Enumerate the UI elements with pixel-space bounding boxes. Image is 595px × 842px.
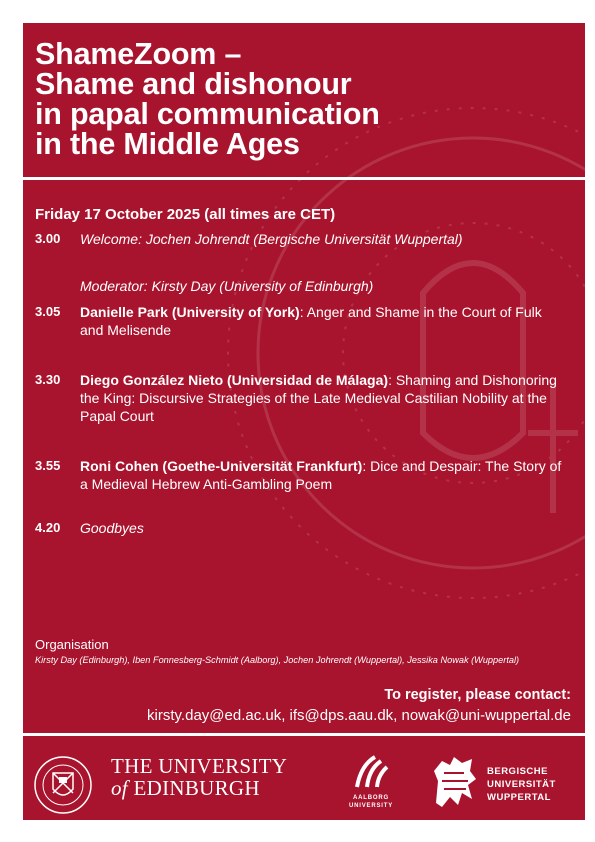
title-line: Shame and dishonour (35, 67, 352, 101)
organisation-heading: Organisation (35, 637, 109, 652)
organisation-names: Kirsty Day (Edinburgh), Iben Fonnesberg-Schmidt (Aalborg), Jochen Johrendt (Wuppertal), Jessika Nowak (Wuppertal) (35, 655, 520, 665)
event-date: Friday 17 October 2025 (all times are CET) (35, 206, 336, 223)
edinburgh-of: of (111, 776, 128, 800)
title-line: ShameZoom – (35, 37, 242, 71)
speaker-name: Roni Cohen (Goethe-Universität Frankfurt) (80, 458, 363, 474)
moderator-text: Moderator: Kirsty Day (University of Edinburgh) (80, 278, 374, 294)
logo-strip (23, 741, 585, 820)
wuppertal-line2: UNIVERSITÄT (487, 779, 556, 790)
programme-time: 3.55 (35, 458, 61, 473)
programme-text: Welcome: Jochen Johrendt (Bergische Universität Wuppertal) (80, 231, 463, 247)
edinburgh-crest-icon (33, 755, 93, 815)
divider-bottom (23, 733, 585, 736)
speaker-name: Danielle Park (University of York) (80, 304, 300, 320)
poster (23, 23, 585, 820)
register-heading: To register, please contact: (384, 687, 571, 703)
programme-text (80, 371, 565, 425)
programme-time: 3.05 (35, 304, 61, 319)
wuppertal-lion-icon (428, 753, 482, 811)
wuppertal-wordmark (487, 765, 556, 804)
programme-time: 3.00 (35, 231, 61, 246)
programme-text (80, 457, 565, 493)
divider-top (23, 177, 585, 180)
programme-time: 4.20 (35, 520, 61, 535)
title-line: in the Middle Ages (35, 127, 300, 161)
talk-title: : Anger and Shame in the Court of Fulk and Melisende (80, 304, 542, 338)
wuppertal-line1: BERGISCHE (487, 766, 548, 777)
register-emails[interactable]: kirsty.day@ed.ac.uk, ifs@dps.aau.dk, nowak@uni-wuppertal.de (147, 707, 571, 724)
talk-title: : Shaming and Dishonoring the King: Discursive Strategies of the Late Medieval Castilian Nobility at the Papal Court (80, 372, 557, 424)
programme-time: 3.30 (35, 372, 61, 387)
poster-title (35, 39, 575, 159)
title-line: in papal communication (35, 97, 380, 131)
edinburgh-wordmark (111, 755, 287, 799)
edinburgh-line1: THE UNIVERSITY (111, 754, 288, 778)
programme-text: Goodbyes (80, 520, 144, 536)
aalborg-line1: AALBORG (353, 795, 389, 801)
talk-title: : Dice and Despair: The Story of a Medieval Hebrew Anti-Gambling Poem (80, 458, 562, 492)
aalborg-logo (341, 753, 401, 810)
programme-text (80, 303, 565, 339)
edinburgh-line2: EDINBURGH (133, 776, 260, 800)
wuppertal-line3: WUPPERTAL (487, 792, 551, 803)
speaker-name: Diego González Nieto (Universidad de Málaga) (80, 372, 389, 388)
aalborg-line2: UNIVERSITY (348, 803, 393, 809)
aalborg-wave-icon (351, 753, 391, 789)
